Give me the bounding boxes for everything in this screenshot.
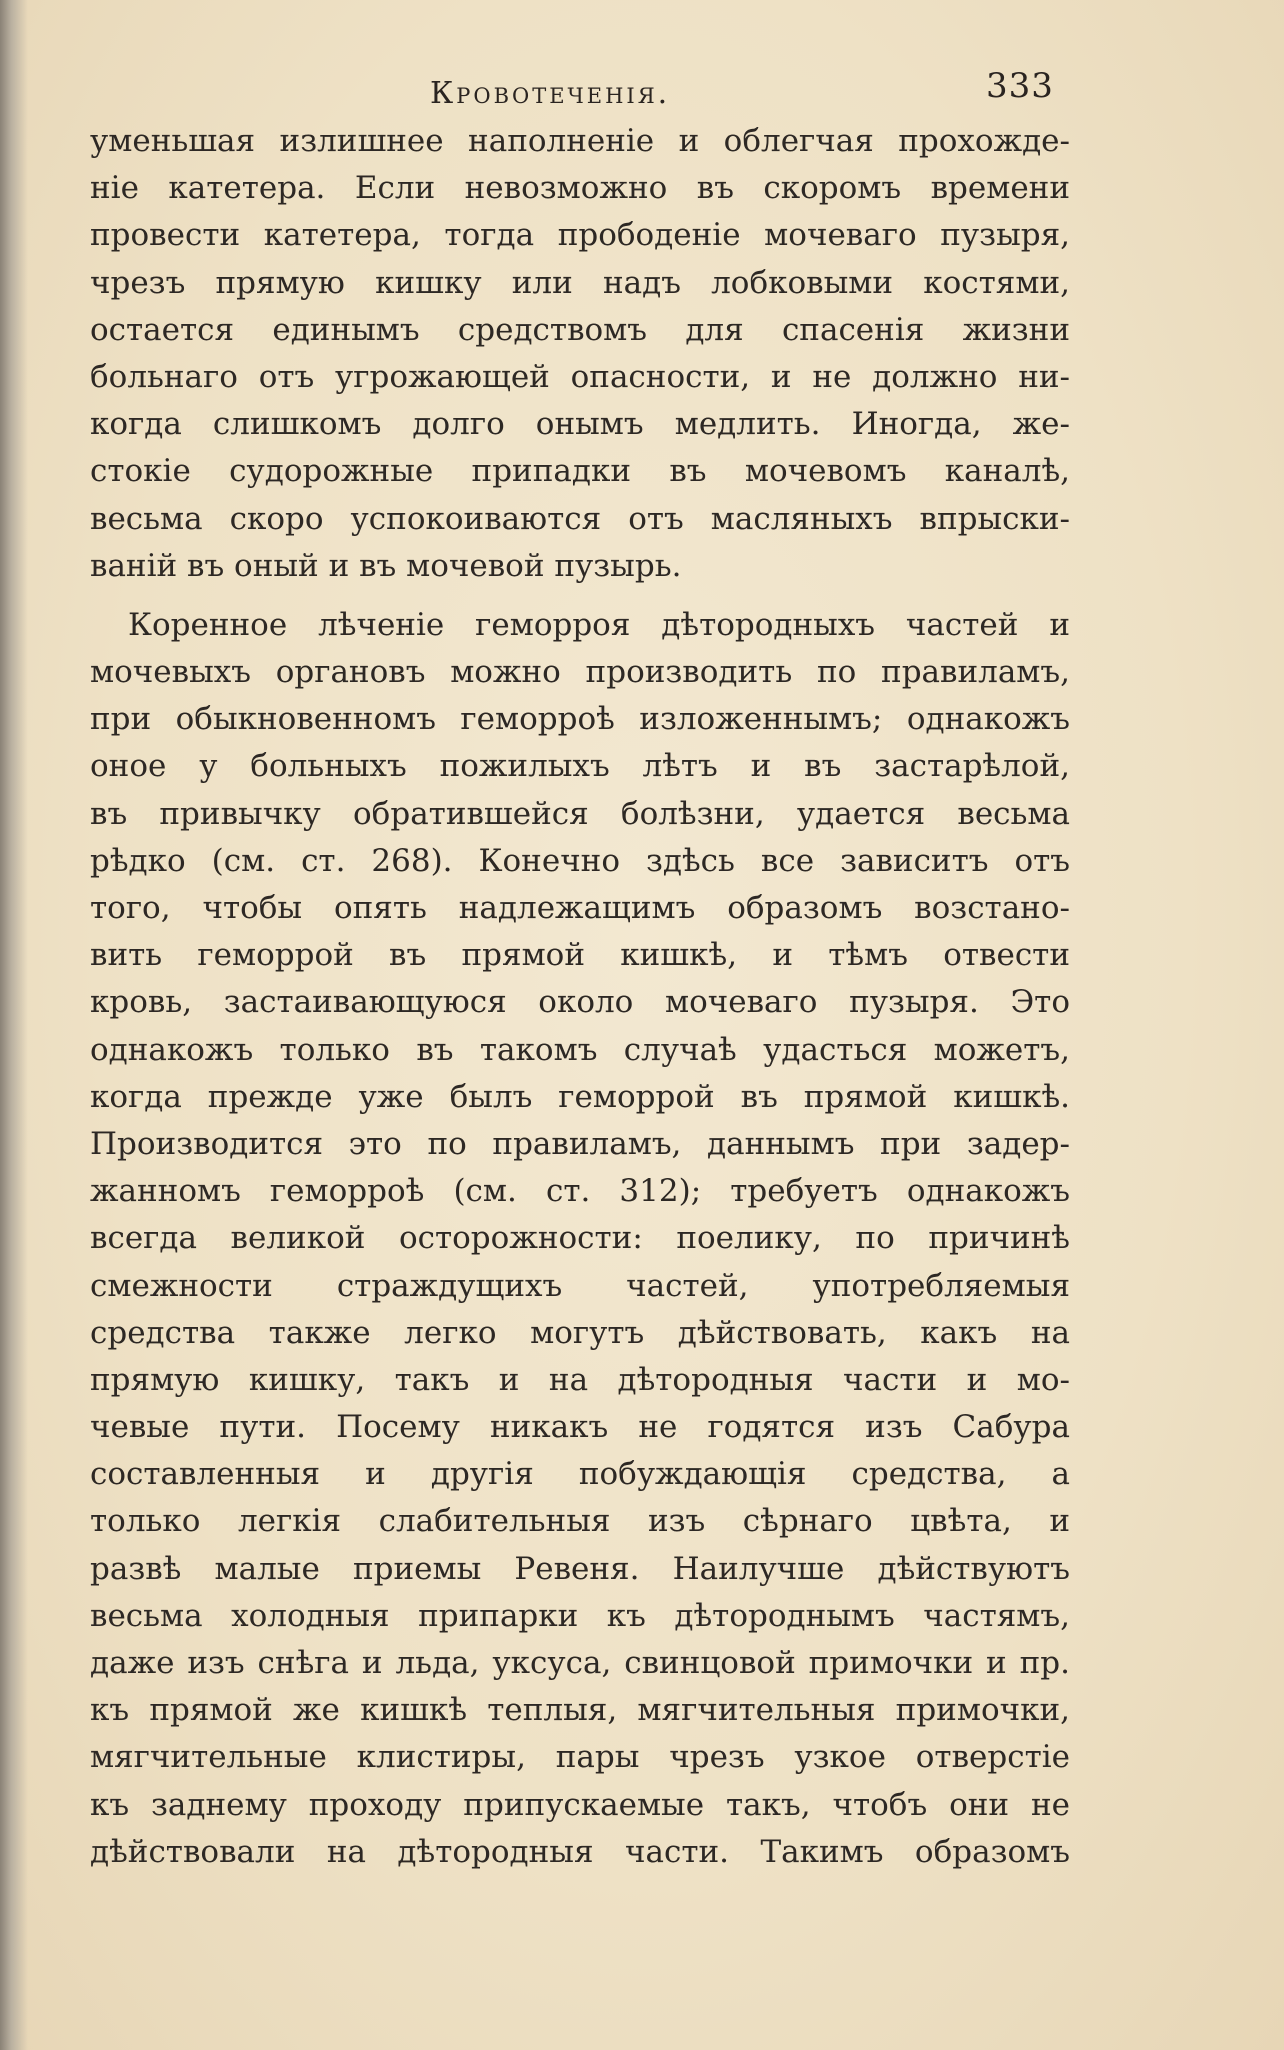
text-line: когда прежде уже былъ геморрой въ прямой кишкѣ.: [90, 1078, 1070, 1115]
text-line: чевые пути. Посему никакъ не годятся изъ Сабура: [90, 1409, 1070, 1446]
text-line: даже изъ снѣга и льда, уксуса, свинцовой примочки и пр.: [90, 1645, 1070, 1681]
text-line: къ прямой же кишкѣ теплыя, мягчительныя примочки,: [90, 1692, 1070, 1729]
text-line: при обыкновенномъ геморроѣ изложеннымъ; однакожъ: [90, 701, 1070, 738]
text-line: только легкія слабительныя изъ сѣрнаго цвѣта, и: [90, 1503, 1070, 1540]
text-line: рѣдко (см. ст. 268). Конечно здѣсь все зависитъ отъ: [90, 842, 1070, 879]
text-line: провести катетера, тогда прободеніе мочеваго пузыря,: [90, 217, 1070, 254]
text-line: жанномъ геморроѣ (см. ст. 312); требуетъ однакожъ: [90, 1173, 1070, 1210]
text-line: Коренное лѣченіе геморроя дѣтородныхъ частей и: [128, 606, 1070, 643]
text-line: прямую кишку, такъ и на дѣтородныя части и мо-: [90, 1361, 1070, 1398]
text-line: Производится это по правиламъ, даннымъ при задер-: [90, 1125, 1070, 1162]
text-line: развѣ малые приемы Ревеня. Наилучше дѣйствуютъ: [90, 1550, 1070, 1587]
text-line: мочевыхъ органовъ можно производить по правиламъ,: [90, 654, 1070, 691]
text-line: ніе катетера. Если невозможно въ скоромъ времени: [90, 170, 1070, 207]
text-line: вить геморрой въ прямой кишкѣ, и тѣмъ отвести: [90, 937, 1070, 974]
text-line: дѣйствовали на дѣтородныя части. Такимъ образомъ: [90, 1833, 1070, 1870]
text-line: кровь, застаивающуюся около мочеваго пузыря. Это: [90, 984, 1070, 1021]
text-line: мягчительные клистиры, пары чрезъ узкое отверстіе: [90, 1739, 1070, 1776]
text-line: когда слишкомъ долго онымъ медлить. Иногда, же-: [90, 406, 1070, 443]
text-line: стокіе судорожные припадки въ мочевомъ каналѣ,: [90, 453, 1070, 490]
page-gutter-shadow: [0, 0, 28, 2050]
body-text: [90, 118, 1070, 1876]
text-line: весьма скоро успокоиваются отъ масляныхъ впрыски-: [90, 500, 1070, 537]
text-line: составленныя и другія побуждающія средства, а: [90, 1456, 1070, 1493]
text-line: оное у больныхъ пожилыхъ лѣтъ и въ застарѣлой,: [90, 748, 1070, 785]
text-line: чрезъ прямую кишку или надъ лобковыми костями,: [90, 264, 1070, 301]
text-line: однакожъ только въ такомъ случаѣ удасться можетъ,: [90, 1031, 1070, 1068]
text-line: уменьшая излишнее наполненіе и облегчая прохожде-: [90, 123, 1070, 159]
running-head: [90, 62, 1070, 122]
text-line: къ заднему проходу припускаемые такъ, чтобъ они не: [90, 1786, 1070, 1823]
text-line: больнаго отъ угрожающей опасности, и не должно ни-: [90, 358, 1070, 395]
paragraph-1: [90, 118, 1070, 590]
text-line: смежности страждущихъ частей, употребляемыя: [90, 1267, 1070, 1304]
text-line: средства также легко могутъ дѣйствовать, какъ на: [90, 1314, 1070, 1351]
text-line: весьма холодныя припарки къ дѣтороднымъ частямъ,: [90, 1597, 1070, 1634]
text-line: ваній въ оный и въ мочевой пузырь.: [90, 547, 682, 584]
text-line: въ привычку обратившейся болѣзни, удается весьма: [90, 795, 1070, 832]
running-title: Кровотеченія.: [430, 76, 671, 111]
page-number: 333: [986, 66, 1054, 106]
paragraph-gap: [90, 590, 1070, 602]
text-line: остается единымъ средствомъ для спасенія жизни: [90, 311, 1070, 348]
text-line: того, чтобы опять надлежащимъ образомъ возстано-: [90, 890, 1070, 926]
paragraph-2: [90, 602, 1070, 1876]
text-line: всегда великой осторожности: поелику, по причинѣ: [90, 1220, 1070, 1257]
